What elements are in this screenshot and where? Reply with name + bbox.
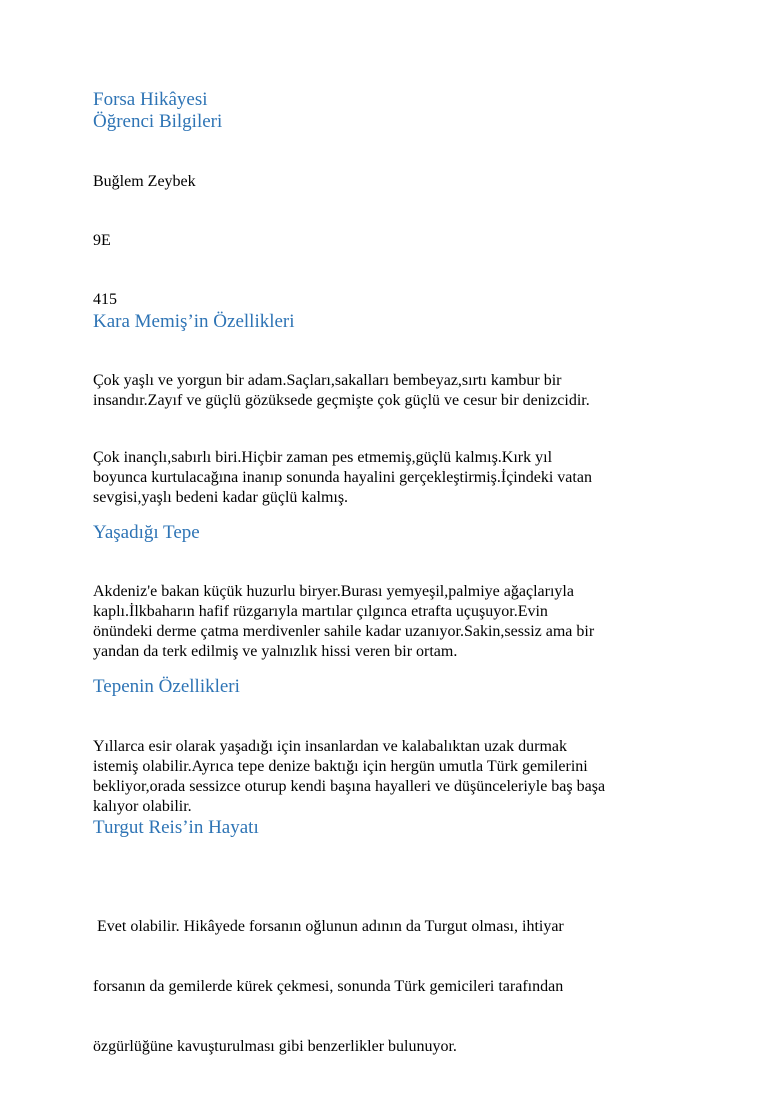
section-heading-tepenin-ozellikleri: Tepenin Özellikleri xyxy=(93,676,240,697)
text-line: özgürlüğüne kavuşturulması gibi benzerlikler bulunuyor. xyxy=(93,1038,457,1055)
document-title: Forsa Hikâyesi xyxy=(93,89,208,110)
paragraph xyxy=(93,448,693,508)
paragraph xyxy=(93,582,693,662)
text-line: Akdeniz'e bakan küçük huzurlu biryer.Burası yemyeşil,palmiye ağaçlarıyla xyxy=(93,583,574,600)
text-line: kalıyor olabilir. xyxy=(93,798,192,815)
text-line: bekliyor,orada sessizce oturup kendi başına hayalleri ve düşünceleriyle baş başa xyxy=(93,778,606,795)
text-line: Yıllarca esir olarak yaşadığı için insanlardan ve kalabalıktan uzak durmak xyxy=(93,738,568,755)
text-line: forsanın da gemilerde kürek çekmesi, sonunda Türk gemicileri tarafından xyxy=(93,978,564,995)
section-heading-kara-memis: Kara Memiş’in Özellikleri xyxy=(93,311,295,332)
section-heading-turgut-reis: Turgut Reis’in Hayatı xyxy=(93,817,259,838)
text-line: sevgisi,yaşlı bedeni kadar güçlü kalmış. xyxy=(93,489,349,506)
paragraph xyxy=(93,877,693,1097)
student-info-heading: Öğrenci Bilgileri xyxy=(93,111,223,132)
paragraph xyxy=(93,737,693,817)
text-line: Evet olabilir. Hikâyede forsanın oğlunun adının da Turgut olması, ihtiyar xyxy=(93,918,564,935)
text-line: insandır.Zayıf ve güçlü gözüksede geçmişte çok güçlü ve cesur bir denizcidir. xyxy=(93,392,590,409)
text-line: Çok yaşlı ve yorgun bir adam.Saçları,sakalları bembeyaz,sırtı kambur bir xyxy=(93,372,562,389)
student-number: 415 xyxy=(93,291,117,308)
text-line: kaplı.İlkbaharın hafif rüzgarıyla martılar çılgınca etrafta uçuşuyor.Evin xyxy=(93,603,548,620)
student-name: Buğlem Zeybek xyxy=(93,173,196,190)
text-line: istemiş olabilir.Ayrıca tepe denize baktığı için hergün umutla Türk gemilerini xyxy=(93,758,588,775)
paragraph xyxy=(93,371,693,411)
student-class: 9E xyxy=(93,232,111,249)
text-line: Çok inançlı,sabırlı biri.Hiçbir zaman pes etmemiş,güçlü kalmış.Kırk yıl xyxy=(93,449,553,466)
text-line: boyunca kurtulacağına inanıp sonunda hayalini gerçekleştirmiş.İçindeki vatan xyxy=(93,469,592,486)
text-line: önündeki derme çatma merdivenler sahile kadar uzanıyor.Sakin,sessiz ama bir xyxy=(93,623,595,640)
section-heading-yasadigi-tepe: Yaşadığı Tepe xyxy=(93,522,200,543)
text-line: yandan da terk edilmiş ve yalnızlık hissi veren bir ortam. xyxy=(93,643,458,660)
